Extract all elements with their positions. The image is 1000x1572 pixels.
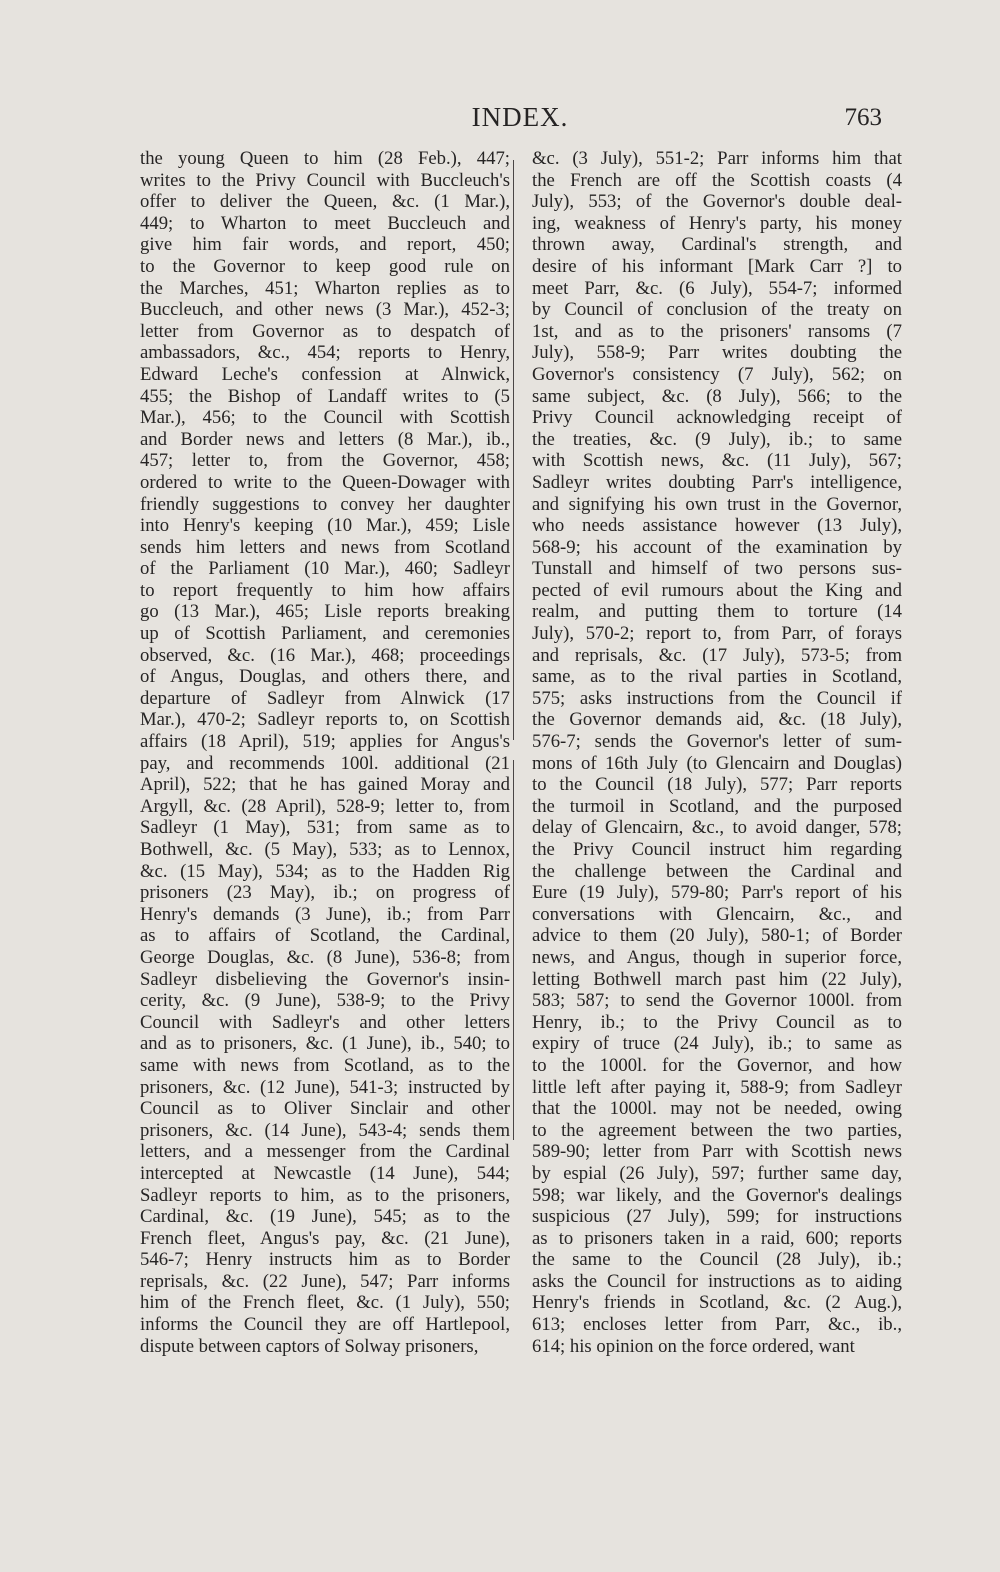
index-line: 589-90; letter from Parr with Scottish news [532, 1141, 902, 1163]
page-number: 763 [844, 104, 882, 131]
page-title: INDEX. [471, 102, 569, 132]
index-line: 583; 587; to send the Governor 1000l. from [532, 990, 902, 1012]
index-line: pected of evil rumours about the King and [532, 579, 902, 601]
index-line: Sadleyr writes doubting Parr's intelligence, [532, 471, 902, 493]
index-line: reprisals, &c. (22 June), 547; Parr informs [140, 1270, 510, 1292]
index-line: to the agreement between the two parties, [532, 1119, 902, 1141]
index-line: friendly suggestions to convey her daughter [140, 493, 510, 515]
index-line: into Henry's keeping (10 Mar.), 459; Lisle [140, 515, 510, 537]
index-line: Cardinal, &c. (19 June), 545; as to the [140, 1206, 510, 1228]
index-line: ordered to write to the Queen-Dowager with [140, 471, 510, 493]
index-line: offer to deliver the Queen, &c. (1 Mar.), [140, 191, 510, 213]
index-line: the young Queen to him (28 Feb.), 447; [140, 148, 510, 169]
index-line: the treaties, &c. (9 July), ib.; to same [532, 428, 902, 450]
index-line: July), 570-2; report to, from Parr, of forays [532, 623, 902, 645]
index-line: same with news from Scotland, as to the [140, 1054, 510, 1076]
index-line: suspicious (27 July), 599; for instructions [532, 1206, 902, 1228]
index-line: Henry's friends in Scotland, &c. (2 Aug.), [532, 1292, 902, 1314]
index-line: the Privy Council instruct him regarding [532, 839, 902, 860]
index-line: prisoners, &c. (12 June), 541-3; instructed by [140, 1076, 510, 1098]
index-line: of Angus, Douglas, and others there, and [140, 666, 510, 688]
index-line: Mar.), 470-2; Sadleyr reports to, on Scottish [140, 709, 510, 731]
index-line: intercepted at Newcastle (14 June), 544; [140, 1162, 510, 1184]
index-line: observed, &c. (16 Mar.), 468; proceedings [140, 644, 510, 666]
index-line: 1st, and as to the prisoners' ransoms (7 [532, 320, 902, 342]
index-line: Privy Council acknowledging receipt of [532, 407, 902, 429]
index-line: &c. (3 July), 551-2; Parr informs him that [532, 148, 902, 169]
index-line: 449; to Wharton to meet Buccleuch and [140, 212, 510, 234]
index-line: 575; asks instructions from the Council if [532, 687, 902, 709]
index-line: who needs assistance however (13 July), [532, 515, 902, 537]
index-line: affairs (18 April), 519; applies for Angus's [140, 731, 510, 753]
index-line: Bothwell, &c. (5 May), 533; as to Lennox, [140, 839, 510, 860]
index-line: of the Parliament (10 Mar.), 460; Sadleyr [140, 558, 510, 580]
index-line: &c. (15 May), 534; as to the Hadden Rig [140, 860, 510, 882]
column-rule-lower [513, 760, 514, 1140]
index-line: by Council of conclusion of the treaty on [532, 299, 902, 321]
index-line: 457; letter to, from the Governor, 458; [140, 450, 510, 472]
index-line: same, as to the rival parties in Scotland, [532, 666, 902, 688]
index-line: the Governor demands aid, &c. (18 July), [532, 709, 902, 731]
index-line: and signifying his own trust in the Governor, [532, 493, 902, 515]
index-line: letters, and a messenger from the Cardinal [140, 1141, 510, 1163]
index-line: pay, and recommends 100l. additional (21 [140, 752, 510, 774]
index-line: prisoners (23 May), ib.; on progress of [140, 882, 510, 904]
index-line: July), 553; of the Governor's double deal- [532, 191, 902, 213]
index-line: Argyll, &c. (28 April), 528-9; letter to, from [140, 795, 510, 817]
index-line: 568-9; his account of the examination by [532, 536, 902, 558]
index-line: Council as to Oliver Sinclair and other [140, 1098, 510, 1120]
index-line: advice to them (20 July), 580-1; of Border [532, 925, 902, 947]
index-line: sends him letters and news from Scotland [140, 536, 510, 558]
index-line: ambassadors, &c., 454; reports to Henry, [140, 342, 510, 364]
index-line: Edward Leche's confession at Alnwick, [140, 363, 510, 385]
index-line: Eure (19 July), 579-80; Parr's report of his [532, 882, 902, 904]
index-line: asks the Council for instructions as to aiding [532, 1270, 902, 1292]
index-line: letter from Governor as to despatch of [140, 320, 510, 342]
index-line: cerity, &c. (9 June), 538-9; to the Privy [140, 990, 510, 1012]
index-line: the same to the Council (28 July), ib.; [532, 1249, 902, 1271]
index-line: departure of Sadleyr from Alnwick (17 [140, 687, 510, 709]
index-line: to report frequently to him how affairs [140, 579, 510, 601]
index-line: Henry's demands (3 June), ib.; from Parr [140, 903, 510, 925]
index-line: thrown away, Cardinal's strength, and [532, 234, 902, 256]
index-line: same subject, &c. (8 July), 566; to the [532, 385, 902, 407]
index-line: him of the French fleet, &c. (1 July), 550; [140, 1292, 510, 1314]
index-line: the turmoil in Scotland, and the purposed [532, 795, 902, 817]
index-line: and as to prisoners, &c. (1 June), ib., 540; to [140, 1033, 510, 1055]
index-line: go (13 Mar.), 465; Lisle reports breaking [140, 601, 510, 623]
index-line: ing, weakness of Henry's party, his money [532, 212, 902, 234]
index-line: prisoners, &c. (14 June), 543-4; sends them [140, 1119, 510, 1141]
index-line: mons of 16th July (to Glencairn and Douglas) [532, 752, 902, 774]
index-line: 576-7; sends the Governor's letter of sum- [532, 731, 902, 753]
index-line: Sadleyr disbelieving the Governor's insin- [140, 968, 510, 990]
index-line: Buccleuch, and other news (3 Mar.), 452-3; [140, 299, 510, 321]
index-line: realm, and putting them to torture (14 [532, 601, 902, 623]
index-line: and Border news and letters (8 Mar.), ib., [140, 428, 510, 450]
index-line: dispute between captors of Solway prisoners, [140, 1335, 479, 1357]
index-line: meet Parr, &c. (6 July), 554-7; informed [532, 277, 902, 299]
index-line: by espial (26 July), 597; further same day, [532, 1162, 902, 1184]
index-line: 613; encloses letter from Parr, &c., ib., [532, 1314, 902, 1336]
index-line: Sadleyr (1 May), 531; from same as to [140, 817, 510, 839]
index-line: up of Scottish Parliament, and ceremonies [140, 623, 510, 645]
index-line: news, and Angus, though in superior force, [532, 946, 902, 968]
index-line: as to affairs of Scotland, the Cardinal, [140, 925, 510, 947]
index-line: the French are off the Scottish coasts (4 [532, 169, 902, 191]
index-line: conversations with Glencairn, &c., and [532, 903, 902, 925]
index-line: Henry, ib.; to the Privy Council as to [532, 1011, 902, 1033]
index-line: delay of Glencairn, &c., to avoid danger, 578; [532, 817, 902, 839]
running-head [0, 100, 1000, 140]
index-line: July), 558-9; Parr writes doubting the [532, 342, 902, 364]
index-line: 614; his opinion on the force ordered, want [532, 1335, 855, 1357]
column-rule [513, 160, 514, 740]
index-line: to the Council (18 July), 577; Parr reports [532, 774, 902, 796]
index-line: little left after paying it, 588-9; from Sadleyr [532, 1076, 902, 1098]
left-column [140, 148, 510, 1357]
index-line: Tunstall and himself of two persons sus- [532, 558, 902, 580]
index-line: 455; the Bishop of Landaff writes to (5 [140, 385, 510, 407]
index-line: writes to the Privy Council with Buccleuch's [140, 169, 510, 191]
index-line: and reprisals, &c. (17 July), 573-5; from [532, 644, 902, 666]
index-line: expiry of truce (24 July), ib.; to same as [532, 1033, 902, 1055]
index-line: Council with Sadleyr's and other letters [140, 1011, 510, 1033]
index-line: as to prisoners taken in a raid, 600; reports [532, 1227, 902, 1249]
index-line: that the 1000l. may not be needed, owing [532, 1098, 902, 1120]
index-line: the Marches, 451; Wharton replies as to [140, 277, 510, 299]
index-line: to the Governor to keep good rule on [140, 255, 510, 277]
index-line: Governor's consistency (7 July), 562; on [532, 363, 902, 385]
index-line: with Scottish news, &c. (11 July), 567; [532, 450, 902, 472]
right-column [532, 148, 902, 1357]
index-line: desire of his informant [Mark Carr ?] to [532, 255, 902, 277]
index-line: 546-7; Henry instructs him as to Border [140, 1249, 510, 1271]
index-line: April), 522; that he has gained Moray and [140, 774, 510, 796]
index-line: to the 1000l. for the Governor, and how [532, 1054, 902, 1076]
index-line: letting Bothwell march past him (22 July), [532, 968, 902, 990]
index-line: George Douglas, &c. (8 June), 536-8; from [140, 946, 510, 968]
index-line: 598; war likely, and the Governor's dealings [532, 1184, 902, 1206]
index-line: Sadleyr reports to him, as to the prisoners, [140, 1184, 510, 1206]
index-line: the challenge between the Cardinal and [532, 860, 902, 882]
index-line: Mar.), 456; to the Council with Scottish [140, 407, 510, 429]
index-line: French fleet, Angus's pay, &c. (21 June), [140, 1227, 510, 1249]
index-line: give him fair words, and report, 450; [140, 234, 510, 256]
index-line: informs the Council they are off Hartlepool, [140, 1314, 510, 1336]
